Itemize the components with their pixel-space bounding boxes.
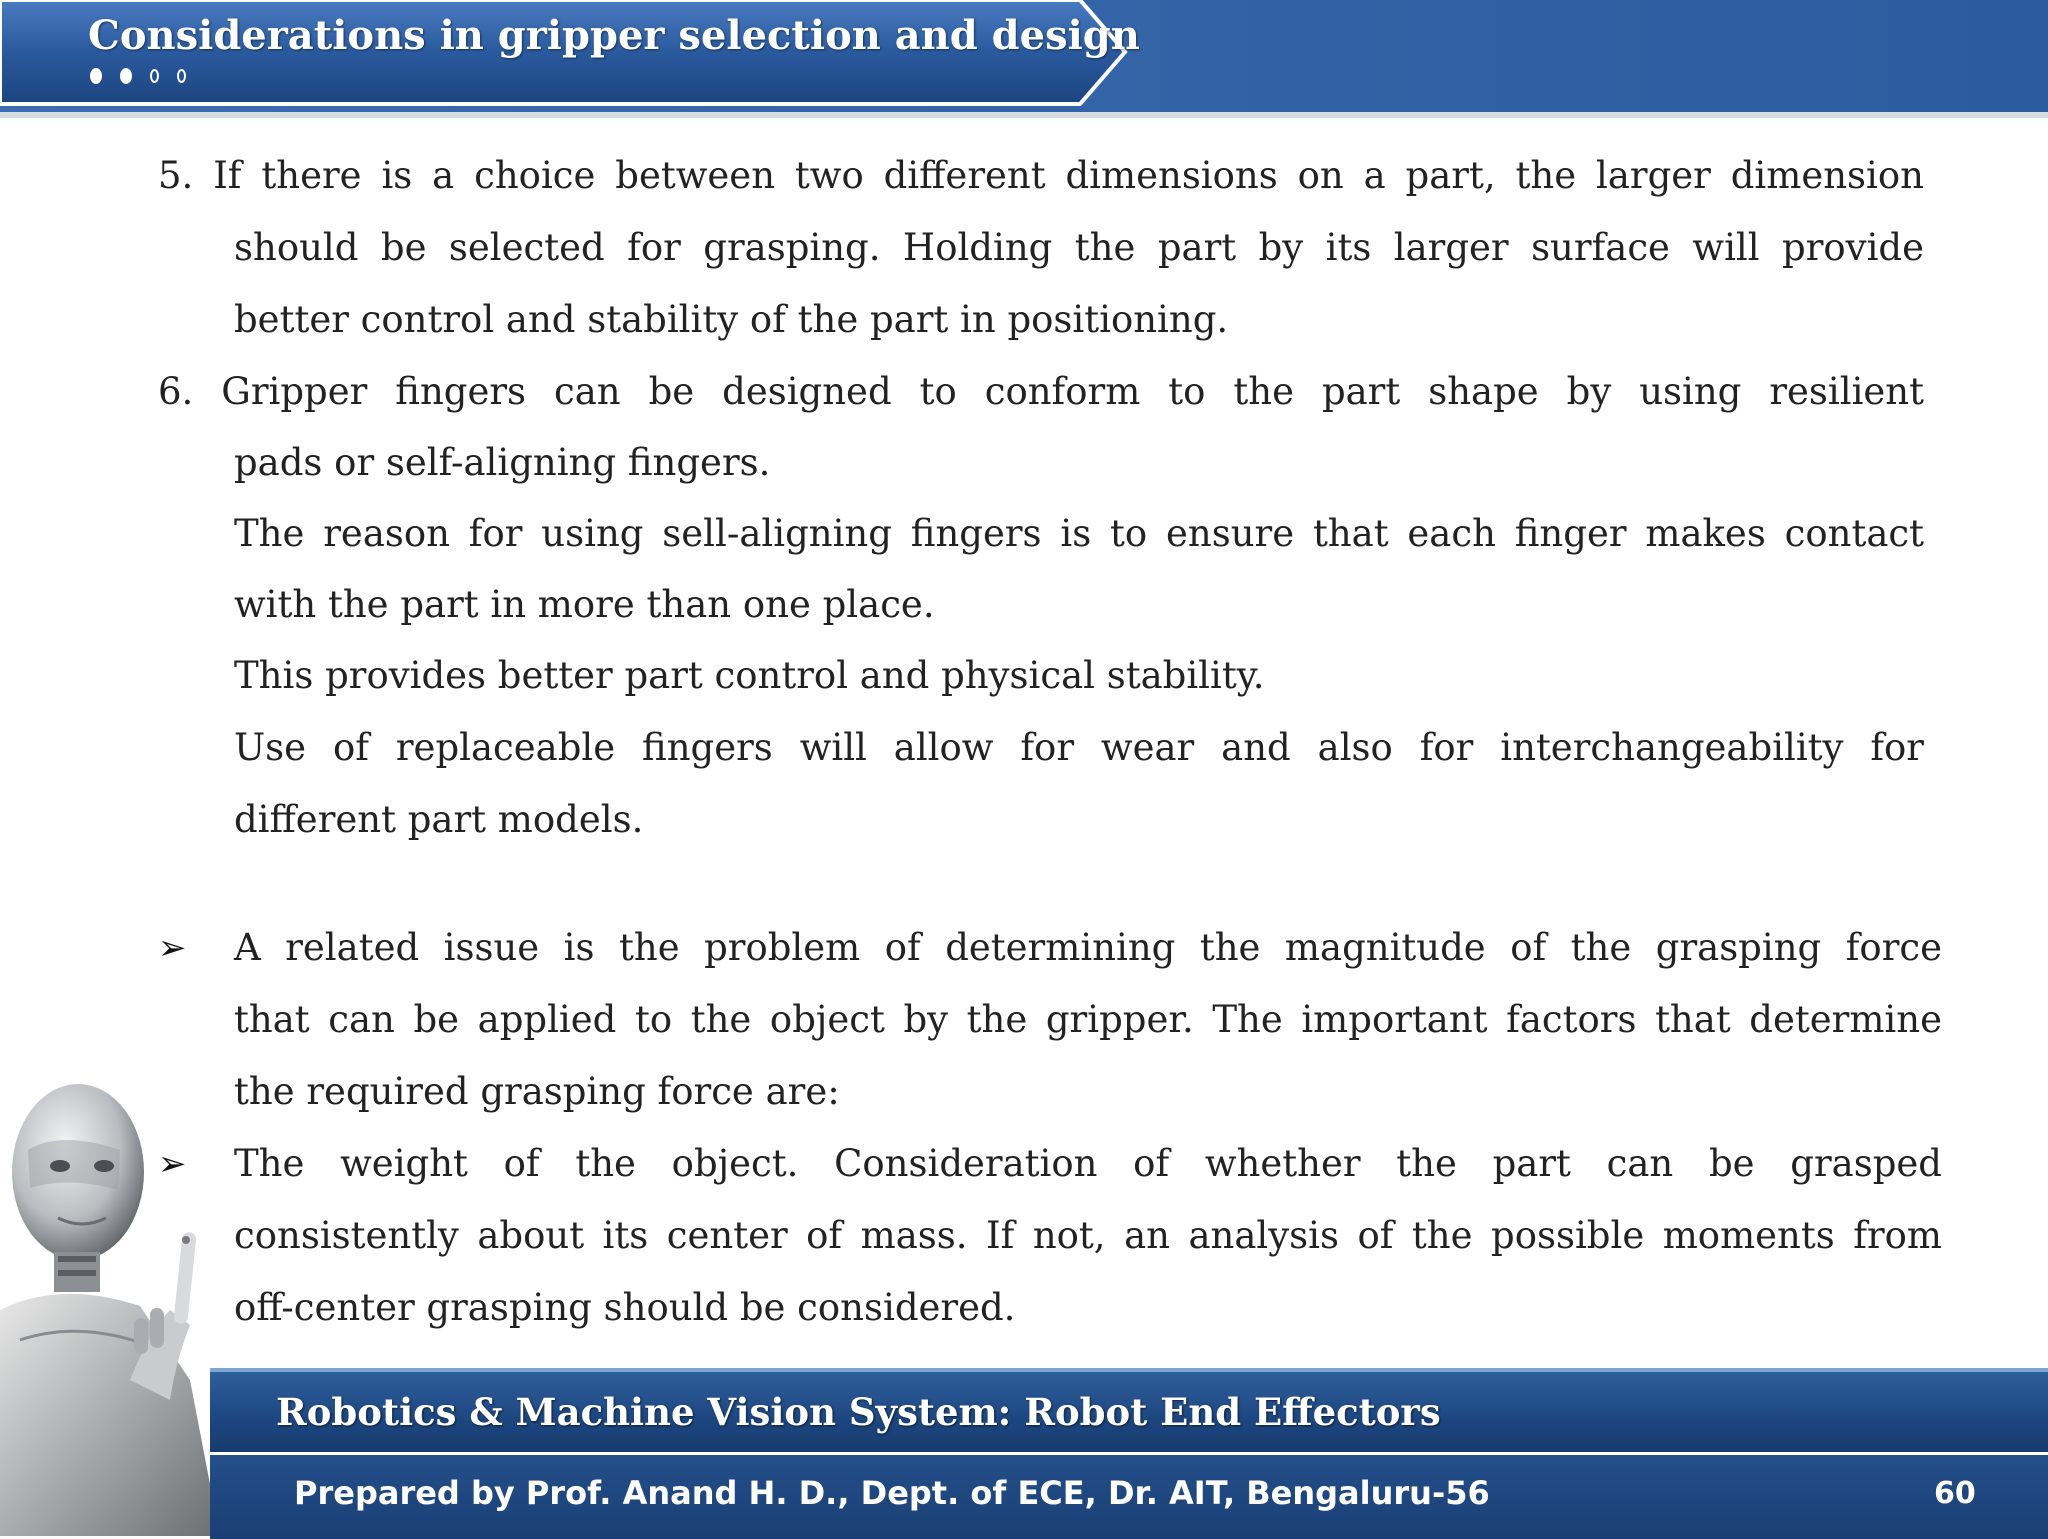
- item5-line1: 5. If there is a choice between two different dimensions on a part, the larger dimension: [158, 154, 1924, 197]
- item6-line1: 6. Gripper fingers can be designed to conform to the part shape by using resilient: [158, 370, 1924, 413]
- slide-header: [0, 0, 2048, 118]
- item6-line4: with the part in more than one place.: [234, 583, 935, 626]
- page-number: 60: [1934, 1476, 1976, 1511]
- progress-dot-3: [150, 69, 159, 83]
- bullet2-line2: consistently about its center of mass. If not, an analysis of the possible moments from: [234, 1214, 1942, 1257]
- arrow-bullet-icon: ➢: [158, 928, 187, 968]
- course-title: Robotics & Machine Vision System: Robot End Effectors: [276, 1390, 1441, 1434]
- item6-line3: The reason for using sell-aligning fingers is to ensure that each finger makes contact: [234, 512, 1924, 555]
- progress-dots: [90, 64, 186, 88]
- bullet2-line3: off-center grasping should be considered.: [234, 1286, 1016, 1329]
- item6-line7: different part models.: [234, 798, 644, 841]
- humanoid-robot-image: [0, 1080, 240, 1536]
- item6-line5: This provides better part control and physical stability.: [234, 654, 1265, 697]
- progress-dot-4: [177, 69, 186, 83]
- arrow-bullet-icon: ➢: [158, 1144, 187, 1184]
- item6-line6: Use of replaceable fingers will allow for wear and also for interchangeability for: [234, 726, 1924, 769]
- bullet1-line2: that can be applied to the object by the gripper. The important factors that determine: [234, 998, 1942, 1041]
- slide-title: Considerations in gripper selection and design: [88, 12, 1140, 59]
- progress-dot-1: [90, 68, 102, 84]
- author-credit: Prepared by Prof. Anand H. D., Dept. of ECE, Dr. AIT, Bengaluru-56: [294, 1474, 1490, 1512]
- item6-line2: pads or self-aligning fingers.: [234, 441, 771, 484]
- bullet1-line3: the required grasping force are:: [234, 1070, 840, 1113]
- bullet2-line1: The weight of the object. Consideration of whether the part can be grasped: [234, 1142, 1942, 1185]
- item5-line2: should be selected for grasping. Holding the part by its larger surface will provide: [234, 226, 1924, 269]
- bullet1-line1: A related issue is the problem of determining the magnitude of the grasping force: [234, 926, 1942, 969]
- progress-dot-2: [120, 68, 132, 84]
- item5-line3: better control and stability of the part in positioning.: [234, 298, 1229, 341]
